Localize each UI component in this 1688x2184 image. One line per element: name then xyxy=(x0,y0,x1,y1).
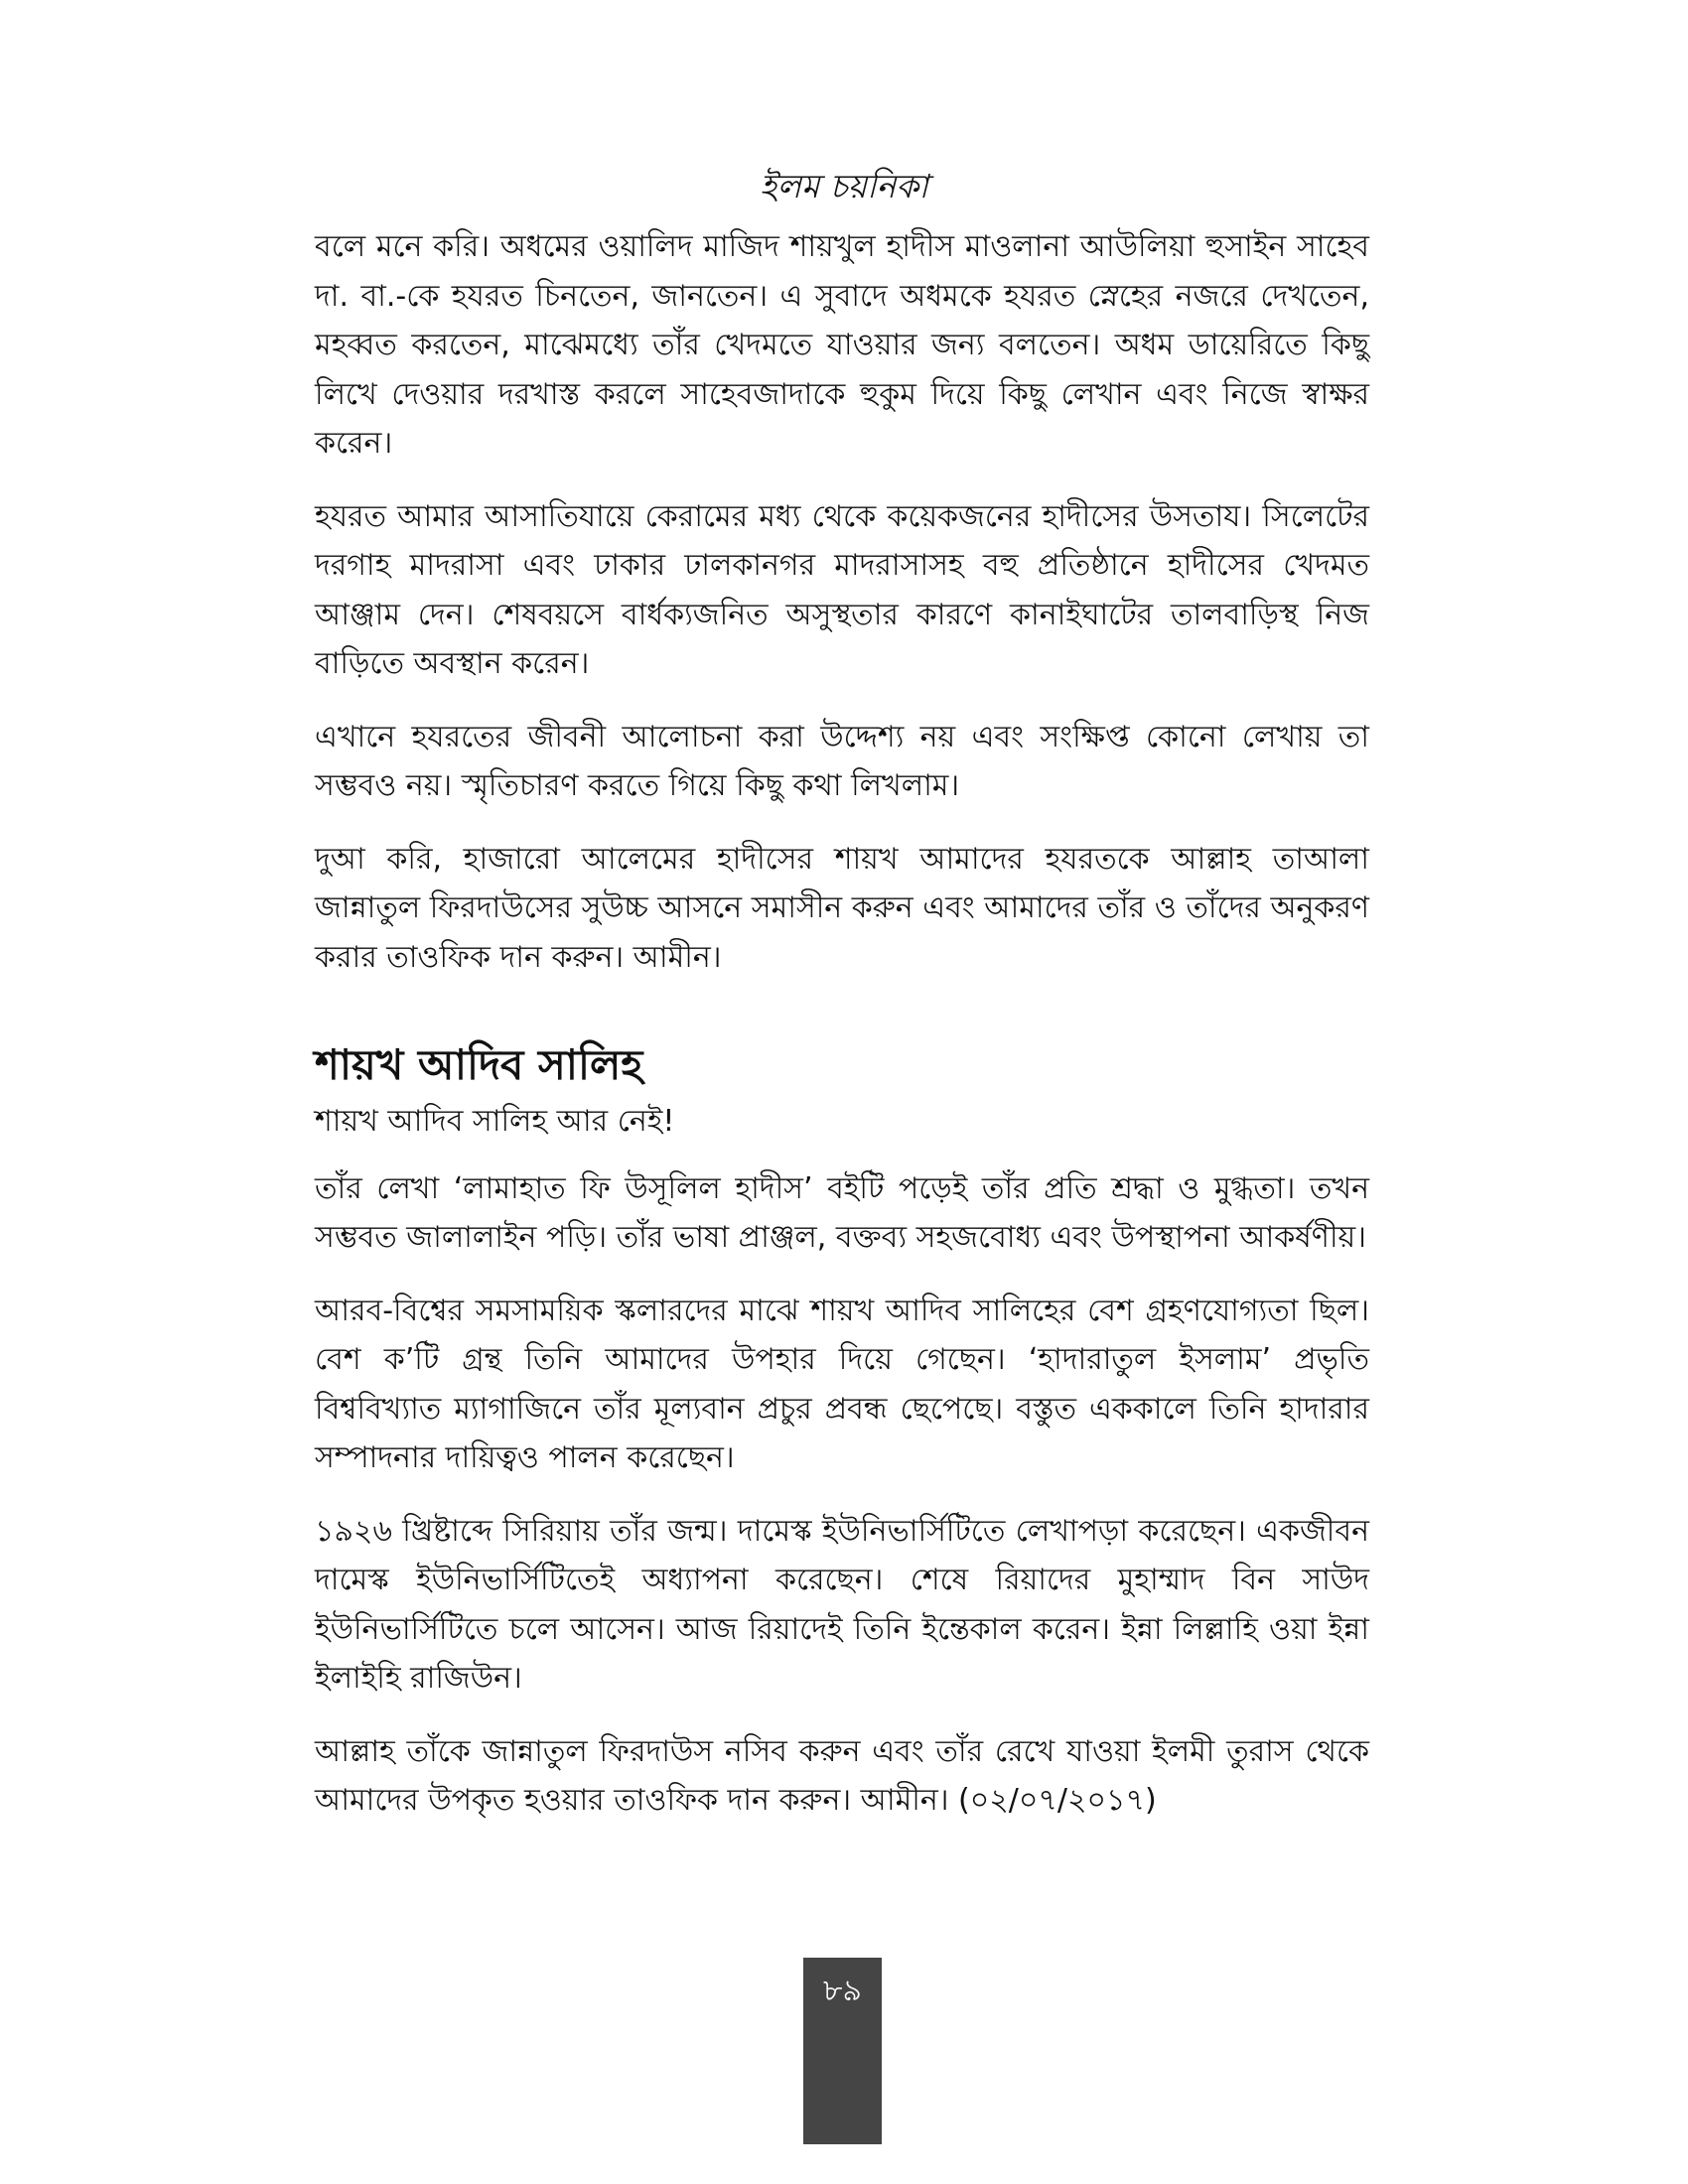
paragraph: বলে মনে করি। অধমের ওয়ালিদ মাজিদ শায়খুল হাদীস মাওলানা আউলিয়া হুসাইন সাহেব দা. বা.-কে হযরত চিনতেন, জানতেন। এ সুবাদে অধমকে হযরত স্নেহের নজরে দেখতেন, মহব্বত করতেন, মাঝেমধ্যে তাঁর খেদমতে যাওয়ার জন্য বলতেন। অধম ডায়েরিতে কিছু লিখে দেওয়ার দরখাস্ত করলে সাহেবজাদাকে হুকুম দিয়ে কিছু লেখান এবং নিজে স্বাক্ষর করেন। xyxy=(315,229,1369,461)
paragraph: হযরত আমার আসাতিযায়ে কেরামের মধ্য থেকে কয়েকজনের হাদীসের উসতায। সিলেটের দরগাহ মাদরাসা এবং ঢাকার ঢালকানগর মাদরাসাসহ বহু প্রতিষ্ঠানে হাদীসের খেদমত আঞ্জাম দেন। শেষবয়সে বার্ধক্যজনিত অসুস্থতার কারণে কানাইঘাটের তালবাড়িস্থ নিজ বাড়িতে অবস্থান করেন। xyxy=(315,498,1369,681)
section-subline: শায়খ আদিব সালিহ আর নেই! xyxy=(315,1104,675,1139)
paragraph: ১৯২৬ খ্রিষ্টাব্দে সিরিয়ায় তাঁর জন্ম। দামেস্ক ইউনিভার্সিটিতে লেখাপড়া করেছেন। একজীবন দামেস্ক ইউনিভার্সিটিতেই অধ্যাপনা করেছেন। শেষে রিয়াদের মুহাম্মাদ বিন সাউদ ইউনিভার্সিটিতে চলে আসেন। আজ রিয়াদেই তিনি ইন্তেকাল করেন। ইন্না লিল্লাহি ওয়া ইন্না ইলাইহি রাজিউন। xyxy=(315,1513,1369,1696)
page-number: ৮৯ xyxy=(823,1974,862,2008)
section-heading: শায়খ আদিব সালিহ xyxy=(315,1040,643,1089)
page-number-tab xyxy=(803,1958,882,2144)
paragraph: আল্লাহ তাঁকে জান্নাতুল ফিরদাউস নসিব করুন এবং তাঁর রেখে যাওয়া ইলমী তুরাস থেকে আমাদের উপকৃত হওয়ার তাওফিক দান করুন। আমীন। (০২/০৭/২০১৭) xyxy=(315,1733,1369,1818)
paragraph: দুআ করি, হাজারো আলেমের হাদীসের শায়খ আমাদের হযরতকে আল্লাহ তাআলা জান্নাতুল ফিরদাউসের সুউচ্চ আসনে সমাসীন করুন এবং আমাদের তাঁর ও তাঁদের অনুকরণ করার তাওফিক দান করুন। আমীন। xyxy=(315,841,1369,975)
body-content xyxy=(315,222,1369,1849)
paragraph: আরব-বিশ্বের সমসাময়িক স্কলারদের মাঝে শায়খ আদিব সালিহের বেশ গ্রহণযোগ্যতা ছিল। বেশ ক’টি গ্রন্থ তিনি আমাদের উপহার দিয়ে গেছেন। ‘হাদারাতুল ইসলাম’ প্রভৃতি বিশ্ববিখ্যাত ম্যাগাজিনে তাঁর মূল্যবান প্রচুর প্রবন্ধ ছেপেছে। বস্তুত এককালে তিনি হাদারার সম্পাদনার দায়িত্বও পালন করেছেন। xyxy=(315,1293,1369,1475)
running-header: ইলম চয়নিকা xyxy=(760,167,928,205)
paragraph: তাঁর লেখা ‘লামাহাত ফি উসূলিল হাদীস’ বইটি পড়েই তাঁর প্রতি শ্রদ্ধা ও মুগ্ধতা। তখন সম্ভবত জালালাইন পড়ি। তাঁর ভাষা প্রাঞ্জল, বক্তব্য সহজবোধ্য এবং উপস্থাপনা আকর্ষণীয়। xyxy=(315,1170,1369,1255)
paragraph: এখানে হযরতের জীবনী আলোচনা করা উদ্দেশ্য নয় এবং সংক্ষিপ্ত কোনো লেখায় তা সম্ভবও নয়। স্মৃতিচারণ করতে গিয়ে কিছু কথা লিখলাম। xyxy=(315,719,1369,803)
